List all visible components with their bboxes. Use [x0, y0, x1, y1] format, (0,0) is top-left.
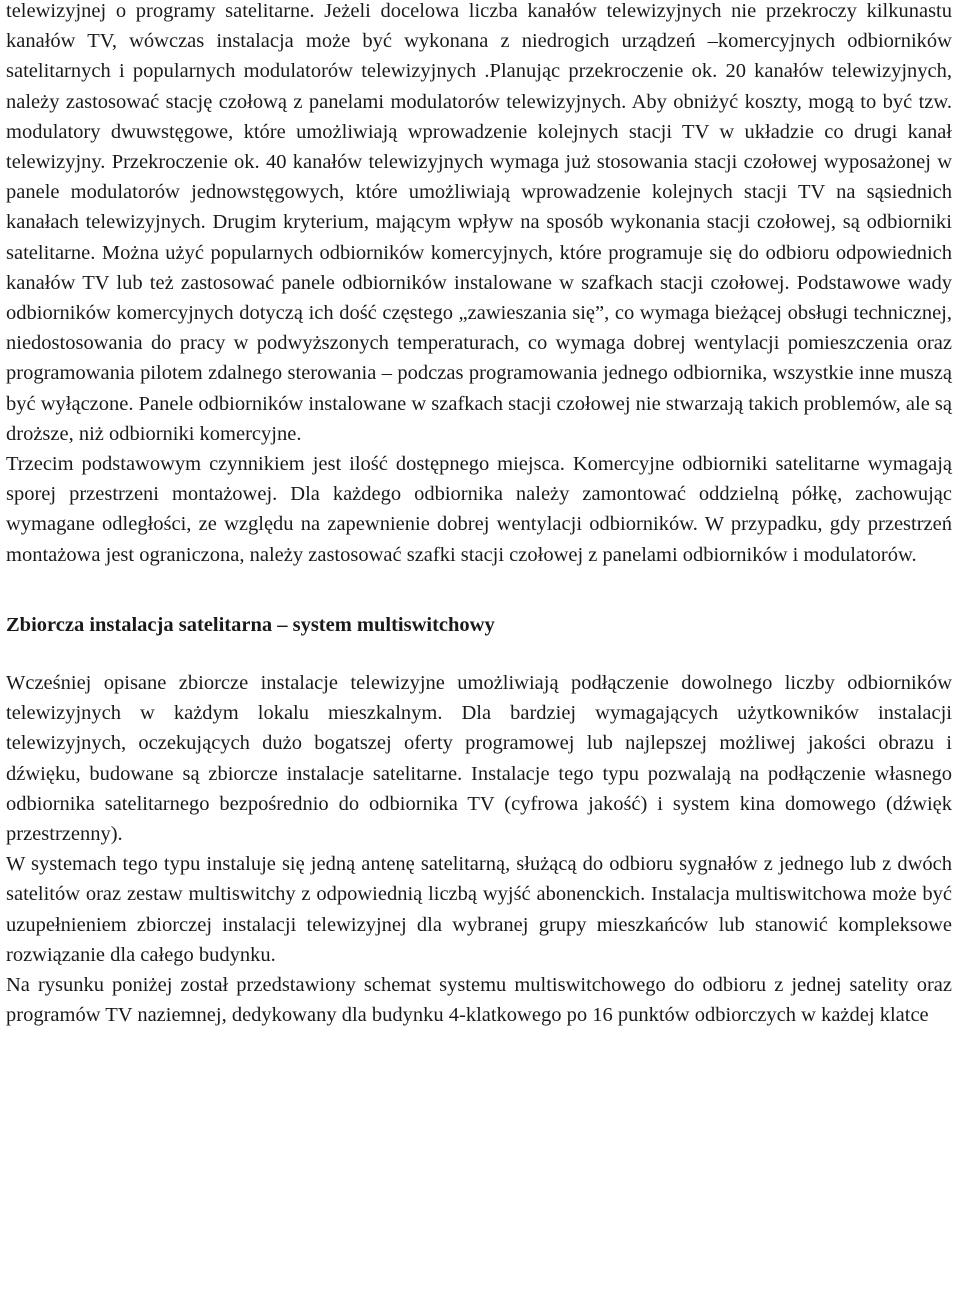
document-page	[6, 0, 952, 1031]
paragraph-head-end-stations: telewizyjnej o programy satelitarne. Jeżeli docelowa liczba kanałów telewizyjnych nie przekroczy kilkunastu kanałów TV, wówczas instalacja może być wykonana z niedrogich urządzeń –komercyjnych odbiorników satelitarnych i popularnych modulatorów telewizyjnych .Planując przekroczenie ok. 20 kanałów telewizyjnych, należy zastosować stację czołową z panelami modulatorów telewizyjnych. Aby obniżyć koszty, mogą to być tzw. modulatory dwuwstęgowe, które umożliwiają wprowadzenie kolejnych stacji TV w układzie co drugi kanał telewizyjny. Przekroczenie ok. 40 kanałów telewizyjnych wymaga już stosowania stacji czołowej wyposażonej w panele modulatorów jednowstęgowych, które umożliwiają wprowadzenie kolejnych stacji TV na sąsiednich kanałach telewizyjnych. Drugim kryterium, mającym wpływ na sposób wykonania stacji czołowej, są odbiorniki satelitarne. Można użyć popularnych odbiorników komercyjnych, które programuje się do odbioru odpowiednich kanałów TV lub też zastosować panele odbiorników instalowane w szafkach stacji czołowej. Podstawowe wady odbiorników komercyjnych dotyczą ich dość częstego „zawieszania się”, co wymaga bieżącej obsługi technicznej, niedostosowania do pracy w podwyższonych temperaturach, co wymaga dobrej wentylacji pomieszczenia oraz programowania pilotem zdalnego sterowania – podczas programowania jednego odbiornika, wszystkie inne muszą być wyłączone. Panele odbiorników instalowane w szafkach stacji czołowej nie stwarzają takich problemów, ale są droższe, niż odbiorniki komercyjne.	[6, 0, 952, 445]
paragraph-intro-satellite: Wcześniej opisane zbiorcze instalacje telewizyjne umożliwiają podłączenie dowolnego liczby odbiorników telewizyjnych w każdym lokalu mieszkalnym. Dla bardziej wymagających użytkowników instalacji telewizyjnych, oczekujących dużo bogatszej oferty programowej lub najlepszej możliwej jakości obrazu i dźwięku, budowane są zbiorcze instalacje satelitarne. Instalacje tego typu pozwalają na podłączenie własnego odbiornika satelitarnego bezpośrednio do odbiornika TV (cyfrowa jakość) i system kina domowego (dźwięk przestrzenny).	[6, 672, 952, 846]
spacer	[6, 640, 952, 668]
paragraph-multiswitch-systems: W systemach tego typu instaluje się jedną antenę satelitarną, służącą do odbioru sygnałów z jednego lub z dwóch satelitów oraz zestaw multiswitchy z odpowiednią liczbą wyjść abonenckich. Instalacja multiswitchowa może być uzupełnieniem zbiorczej instalacji telewizyjnej dla wybranej grupy mieszkańców lub stanowić kompleksowe rozwiązanie dla całego budynku.	[6, 853, 952, 966]
spacer	[6, 570, 952, 610]
paragraph-mounting-space: Trzecim podstawowym czynnikiem jest ilość dostępnego miejsca. Komercyjne odbiorniki satelitarne wymagają sporej przestrzeni montażowej. Dla każdego odbiornika należy zamontować oddzielną półkę, zachowując wymagane odległości, ze względu na zapewnienie dobrej wentylacji odbiorników. W przypadku, gdy przestrzeń montażowa jest ograniczona, należy zastosować szafki stacji czołowej z panelami odbiorników i modulatorów.	[6, 453, 952, 566]
paragraph-figure-reference: Na rysunku poniżej został przedstawiony schemat systemu multiswitchowego do odbioru z jednej satelity oraz programów TV naziemnej, dedykowany dla budynku 4-klatkowego po 16 punktów odbiorczych w każdej klatce	[6, 974, 952, 1027]
section-heading: Zbiorcza instalacja satelitarna – system multiswitchowy	[6, 613, 495, 636]
